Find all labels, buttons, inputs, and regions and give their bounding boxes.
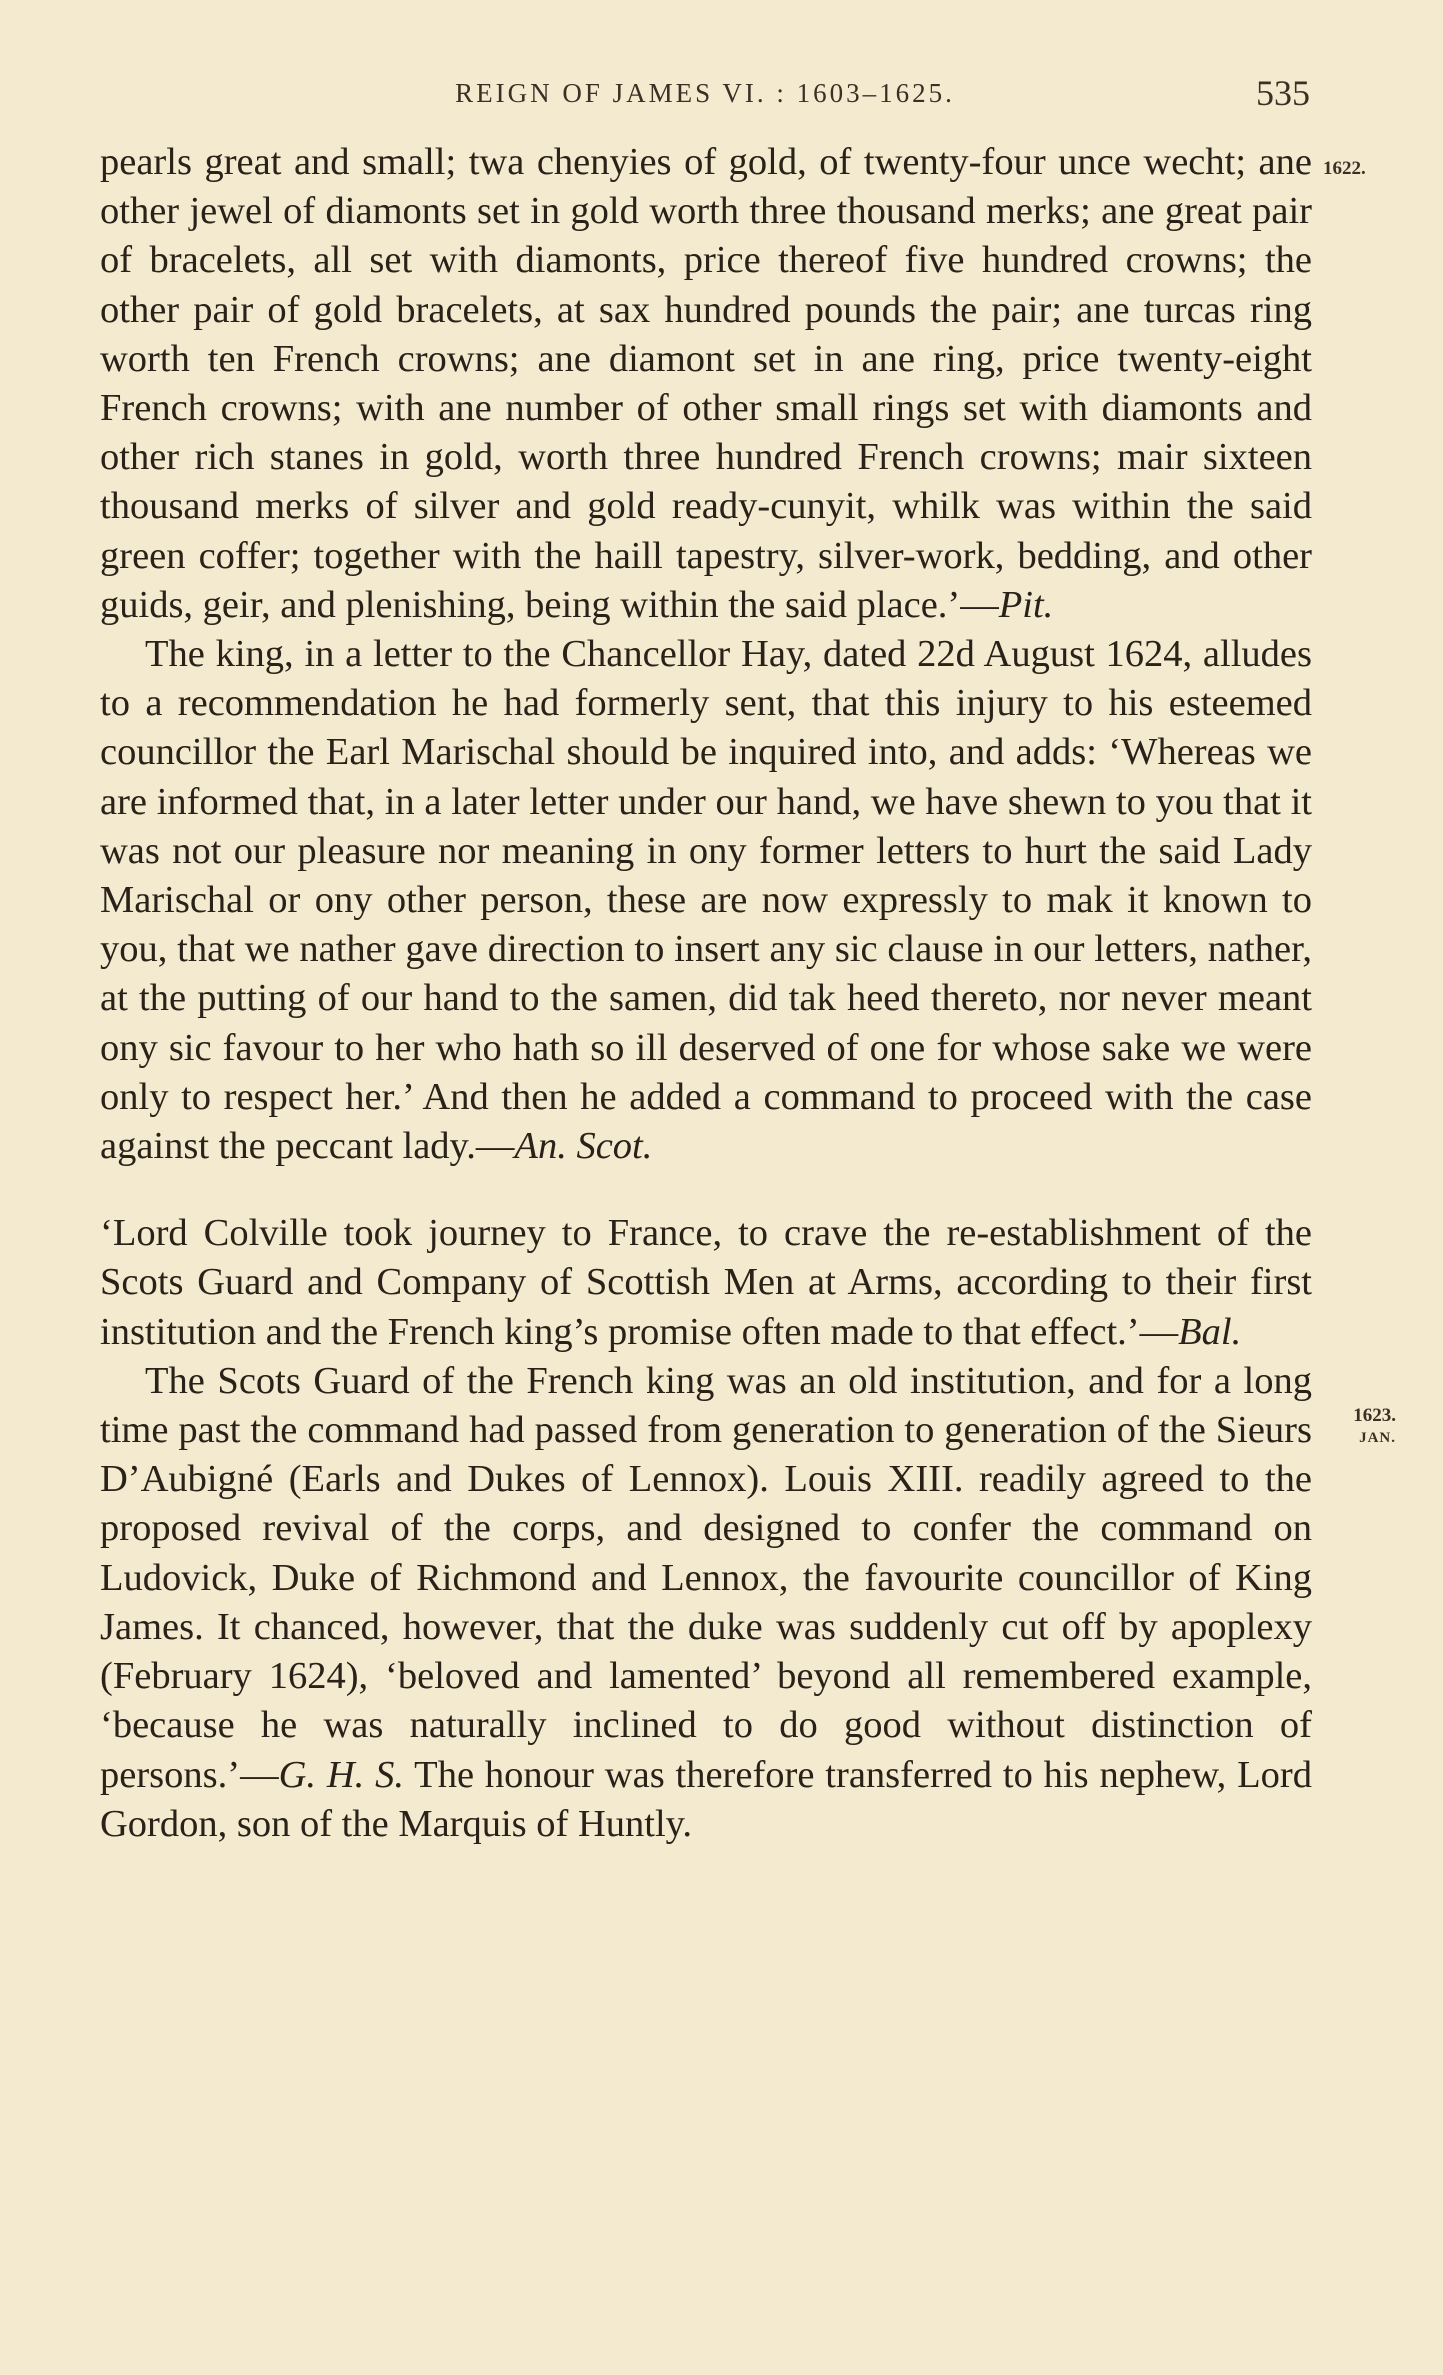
margin-year: 1623. [1353, 1405, 1396, 1426]
paragraph-4-text-b: The honour was therefore transferred to his nephew, Lord Gordon, son of the Marquis of Huntly. [100, 1753, 1312, 1845]
paragraph-4 [100, 1357, 1312, 1849]
paragraph-2-source: An. Scot. [514, 1125, 653, 1168]
paragraph-1-text: pearls great and small; twa chenyies of gold, of twenty-four unce wecht; ane other jewel of diamonts set in gold worth three thousand merks; ane great pair of bracelets, all set with diamonts, price thereof five hundred crowns; the other pair of gold bracelets, at sax hundred pounds the pair; ane turcas ring worth ten French crowns; ane diamont set in ane ring, price twenty-eight French crowns; with ane number of other small rings set with diamonts and other rich stanes in gold, worth three hundred French crowns; mair sixteen thousand merks of silver and gold ready-cunyit, whilk was within the said green coffer; together with the haill tapestry, silver-work, bedding, and other guids, geir, and plenishing, being within the said place.’— [100, 141, 1312, 626]
margin-year-note: 1622. [1323, 158, 1366, 179]
running-title: REIGN OF JAMES VI. : 1603–1625. [455, 78, 955, 108]
page-number: 535 [1256, 73, 1310, 113]
paragraph-3-source: Bal. [1178, 1310, 1242, 1353]
paragraph-1 [100, 138, 1312, 630]
running-head [100, 72, 1310, 116]
paragraph-4-text-a: The Scots Guard of the French king was an old institution, and for a long time past the command had passed from generation to generation of the Sieurs D’Aubigné (Earls and Dukes of Lennox). Louis XIII. readily agreed to the proposed revival of the corps, and designed to confer the command on Ludovick, Duke of Richmond and Lennox, the favourite councillor of King James. It chanced, however, that the duke was suddenly cut off by apoplexy (February 1624), ‘beloved and lamented’ beyond all remembered example, ‘because he was naturally inclined to do good without distinction of persons.’— [100, 1359, 1312, 1796]
margin-date-note [1336, 1405, 1396, 1449]
margin-month: JAN. [1359, 1430, 1396, 1446]
paragraph-3 [100, 1209, 1312, 1357]
paragraph-4-source: G. H. S. [278, 1753, 405, 1796]
paragraph-2 [100, 630, 1312, 1171]
paragraph-1-source: Pit. [998, 583, 1054, 626]
body-text [100, 138, 1312, 1849]
paragraph-3-text: ‘Lord Colville took journey to France, to crave the re-establishment of the Scots Guard and Company of Scottish Men at Arms, according to their first institution and the French king’s promise often made to that effect.’— [100, 1212, 1312, 1353]
paragraph-2-text: The king, in a letter to the Chancellor Hay, dated 22d August 1624, alludes to a recommendation he had formerly sent, that this injury to his esteemed councillor the Earl Marischal should be inquired into, and adds: ‘Whereas we are informed that, in a later letter under our hand, we have shewn to you that it was not our pleasure nor meaning in ony former letters to hurt the said Lady Marischal or ony other person, these are now expressly to mak it known to you, that we nather gave direction to insert any sic clause in our letters, nather, at the putting of our hand to the samen, did tak heed thereto, nor never meant ony sic favour to her who hath so ill deserved of one for whose sake we were only to respect her.’ And then he added a command to proceed with the case against the peccant lady.— [100, 633, 1312, 1168]
